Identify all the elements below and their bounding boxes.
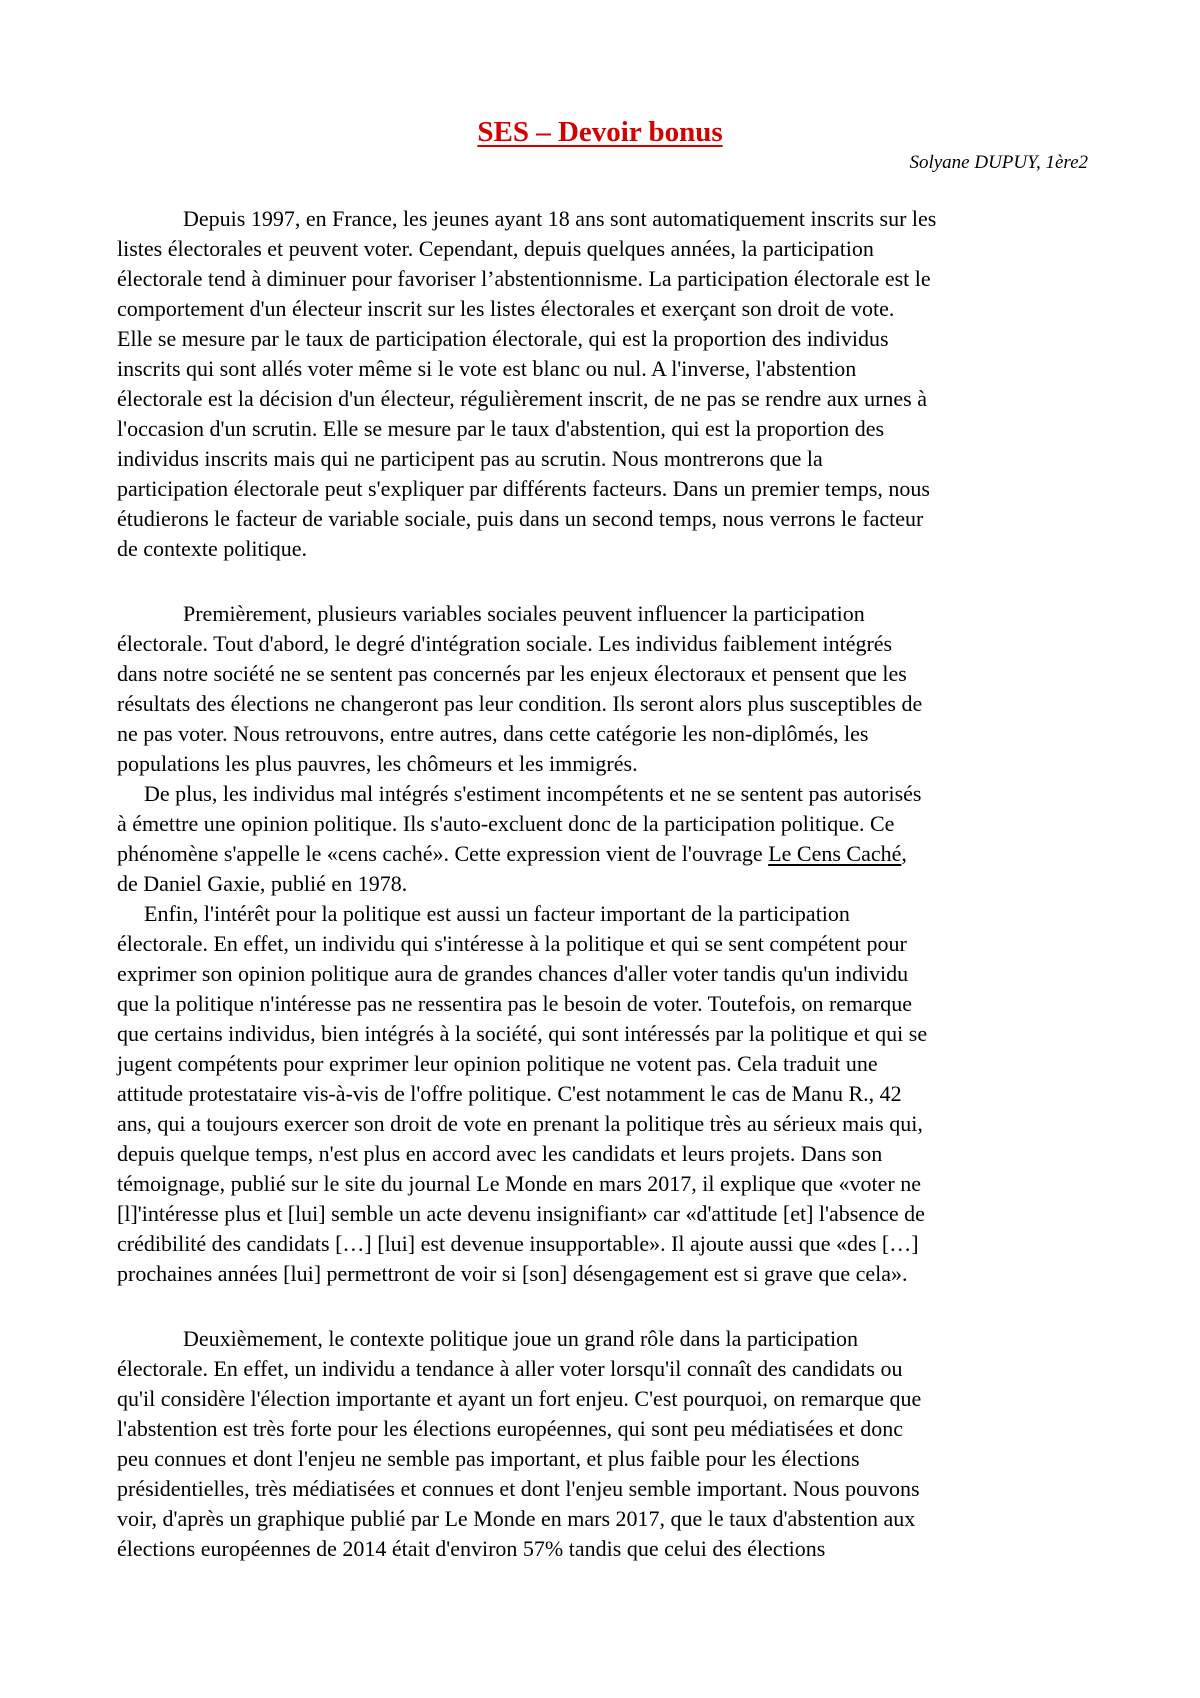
paragraph-2-line: témoignage, publié sur le site du journal Le Monde en mars 2017, il explique que «voter ne xyxy=(117,1171,922,1196)
paragraph-2-line: que la politique n'intéresse pas ne ressentira pas le besoin de voter. Toutefois, on remarque xyxy=(117,991,913,1016)
paragraph-3-line: Deuxièmement, le contexte politique joue un grand rôle dans la participation xyxy=(183,1326,859,1351)
paragraph-1-line: électorale tend à diminuer pour favoriser l’abstentionnisme. La participation électorale est le xyxy=(117,266,931,291)
paragraph-2-line: Premièrement, plusieurs variables sociales peuvent influencer la participation xyxy=(183,601,865,626)
paragraph-1-line: listes électorales et peuvent voter. Cependant, depuis quelques années, la participation xyxy=(117,236,874,261)
cens-text-end: , xyxy=(901,841,907,866)
paragraph-2-line: populations les plus pauvres, les chômeurs et les immigrés. xyxy=(117,751,638,776)
paragraph-3-line: élections européennes de 2014 était d'environ 57% tandis que celui des élections xyxy=(117,1536,826,1561)
paragraph-3-line: qu'il considère l'élection importante et ayant un fort enjeu. C'est pourquoi, on remarque que xyxy=(117,1386,922,1411)
paragraph-1-line: inscrits qui sont allés voter même si le vote est blanc ou nul. A l'inverse, l'abstention xyxy=(117,356,857,381)
paragraph-3-line: présidentielles, très médiatisées et connues et dont l'enjeu semble important. Nous pouvons xyxy=(117,1476,920,1501)
paragraph-2-line: prochaines années [lui] permettront de voir si [son] désengagement est si grave que cela». xyxy=(117,1261,908,1286)
paragraph-2-line: que certains individus, bien intégrés à la société, qui sont intéressés par la politique et qui se xyxy=(117,1021,928,1046)
cens-text: phénomène s'appelle le «cens caché». Cette expression vient de l'ouvrage xyxy=(117,841,769,866)
paragraph-2-line: de Daniel Gaxie, publié en 1978. xyxy=(117,871,408,896)
paragraph-2-line: dans notre société ne se sentent pas concernés par les enjeux électoraux et pensent que les xyxy=(117,661,907,686)
paragraph-1-line: Elle se mesure par le taux de participation électorale, qui est la proportion des individus xyxy=(117,326,889,351)
paragraph-2-line: électorale. Tout d'abord, le degré d'intégration sociale. Les individus faiblement intégrés xyxy=(117,631,893,656)
paragraph-3-line: électorale. En effet, un individu a tendance à aller voter lorsqu'il connaît des candidats ou xyxy=(117,1356,903,1381)
paragraph-2-line: électorale. En effet, un individu qui s'intéresse à la politique et qui se sent compétent pour xyxy=(117,931,907,956)
paragraph-3-line: l'abstention est très forte pour les élections européennes, qui sont peu médiatisées et donc xyxy=(117,1416,903,1441)
paragraph-1-line: individus inscrits mais qui ne participent pas au scrutin. Nous montrerons que la xyxy=(117,446,823,471)
paragraph-2-line: jugent compétents pour exprimer leur opinion politique ne votent pas. Cela traduit une xyxy=(117,1051,878,1076)
paragraph-1-line: électorale est la décision d'un électeur, régulièrement inscrit, de ne pas se rendre aux urnes à xyxy=(117,386,928,411)
author-line: Solyane DUPUY, 1ère2 xyxy=(909,152,1088,173)
paragraph-2-line: Enfin, l'intérêt pour la politique est aussi un facteur important de la participation xyxy=(144,901,850,926)
paragraph-3-line: voir, d'après un graphique publié par Le Monde en mars 2017, que le taux d'abstention aux xyxy=(117,1506,916,1531)
paragraph-1-line: participation électorale peut s'expliquer par différents facteurs. Dans un premier temps, nous xyxy=(117,476,930,501)
paragraph-2-line: crédibilité des candidats […] [lui] est devenue insupportable». Il ajoute aussi que «des […] xyxy=(117,1231,919,1256)
paragraph-2-line: ne pas voter. Nous retrouvons, entre autres, dans cette catégorie les non-diplômés, les xyxy=(117,721,869,746)
paragraph-2-line: attitude protestataire vis-à-vis de l'offre politique. C'est notamment le cas de Manu R., 42 xyxy=(117,1081,902,1106)
paragraph-2-line xyxy=(117,839,907,869)
paragraph-1-line: comportement d'un électeur inscrit sur les listes électorales et exerçant son droit de vote. xyxy=(117,296,895,321)
paragraph-3-line: peu connues et dont l'enjeu ne semble pas important, et plus faible pour les élections xyxy=(117,1446,860,1471)
paragraph-2-line: depuis quelque temps, n'est plus en accord avec les candidats et leurs projets. Dans son xyxy=(117,1141,883,1166)
paragraph-2-line: De plus, les individus mal intégrés s'estiment incompétents et ne se sentent pas autorisés xyxy=(144,781,922,806)
paragraph-1-line: l'occasion d'un scrutin. Elle se mesure par le taux d'abstention, qui est la proportion des xyxy=(117,416,885,441)
paragraph-1-line: Depuis 1997, en France, les jeunes ayant 18 ans sont automatiquement inscrits sur les xyxy=(183,206,937,231)
book-title: Le Cens Caché xyxy=(768,841,902,866)
paragraph-2-line: à émettre une opinion politique. Ils s'auto-excluent donc de la participation politique. Ce xyxy=(117,811,895,836)
paragraph-2-line: ans, qui a toujours exercer son droit de vote en prenant la politique très au sérieux mais qui, xyxy=(117,1111,923,1136)
paragraph-1-line: étudierons le facteur de variable sociale, puis dans un second temps, nous verrons le facteur xyxy=(117,506,924,531)
paragraph-2-line: exprimer son opinion politique aura de grandes chances d'aller voter tandis qu'un individu xyxy=(117,961,909,986)
paragraph-2-line: résultats des élections ne changeront pas leur condition. Ils seront alors plus susceptibles de xyxy=(117,691,923,716)
paragraph-1-line: de contexte politique. xyxy=(117,536,307,561)
document-title: SES – Devoir bonus xyxy=(477,116,723,148)
paragraph-2-line: [l]'intéresse plus et [lui] semble un acte devenu insignifiant» car «d'attitude [et] l'absence de xyxy=(117,1201,925,1226)
